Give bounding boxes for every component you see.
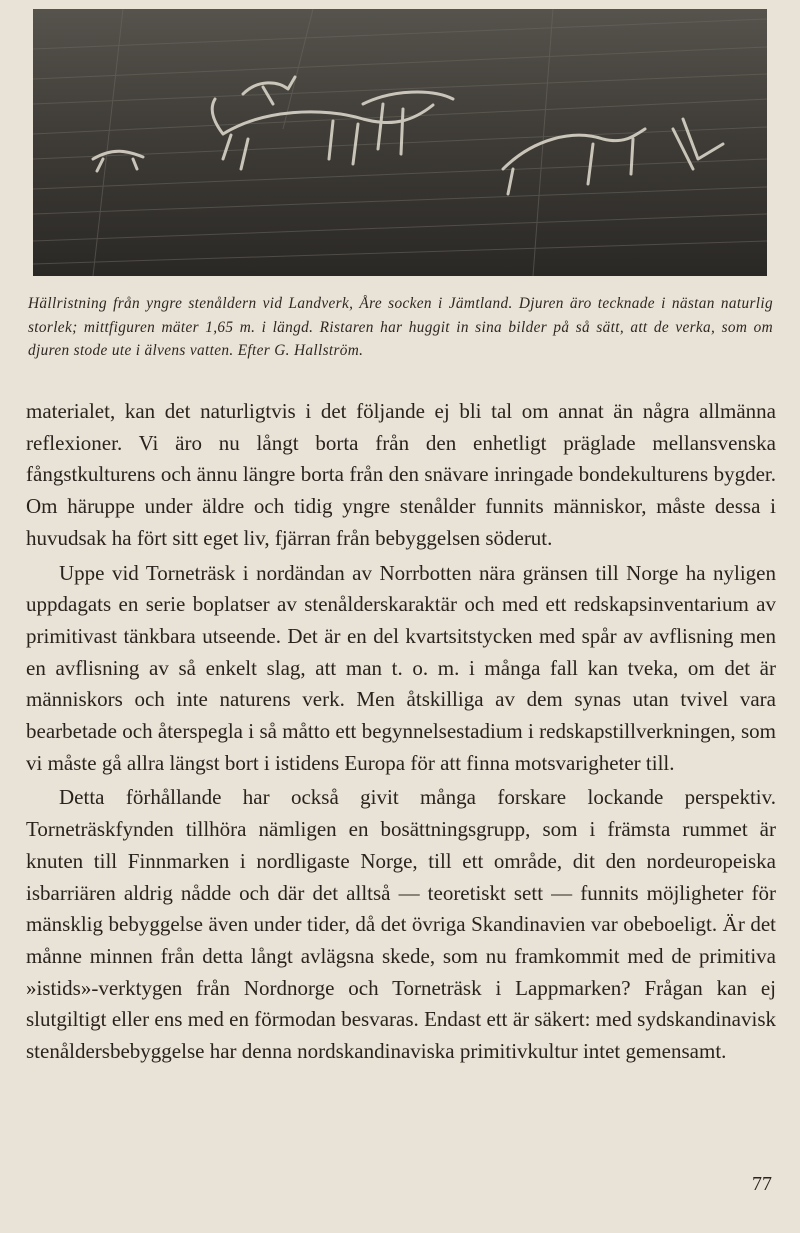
rock-carving-photograph [33, 9, 767, 276]
body-text [26, 396, 776, 1068]
page-number: 77 [752, 1173, 772, 1195]
paragraph: Detta förhållande har också givit många forskare lockande perspektiv. Torneträskfynden tillhöra nämligen en bosättningsgrupp, som i främsta rummet är knuten till Finnmarken i nordligaste Norge, till ett område, dit den nordeuropeiska isbarriären aldrig nådde och där det alltså — teoretiskt sett — funnits möjligheter för mänsklig bebyggelse även under tider, då det övriga Skandinavien var obeboeligt. Är det månne minnen från detta långt avlägsna skede, som nu framkommit med de primitiva »istids»-verktygen från Nordnorge och Torneträsk i Lappmarken? Frågan kan ej slutgiltigt eller ens med en förmodan besvaras. Endast ett är säkert: med sydskandinavisk stenåldersbebyggelse har denna nordskandinaviska primitivkultur intet gemensamt. [26, 785, 776, 1064]
rock-carving-image [33, 9, 767, 276]
figure-caption: Hällristning från yngre stenåldern vid Landverk, Åre socken i Jämtland. Djuren äro tecknade i nästan naturlig storlek; mittfiguren mäter 1,65 m. i längd. Ristaren har huggit in sina bilder på så sätt, att de verka, som om djuren stode ute i älvens vatten. Efter G. Hallström. [28, 295, 773, 359]
paragraph: materialet, kan det naturligtvis i det följande ej bli tal om annat än några allmänna reflexioner. Vi äro nu långt borta från den enhetligt präglade mellansvenska fångstkulturens och ännu längre borta från den snävare inringade bondekulturens bygder. Om häruppe under äldre och tidig yngre stenålder funnits människor, måste dessa i huvudsak ha fört sitt eget liv, fjärran från bebyggelsen söderut. [26, 399, 776, 550]
paragraph: Uppe vid Torneträsk i nordändan av Norrbotten nära gränsen till Norge ha nyligen uppdagats en serie boplatser av stenålderskaraktär och med ett redskapsinventarium av primitivast tänkbara utseende. Det är en del kvartsitstycken med spår av avflisning men en avflisning av så enkelt slag, att man t. o. m. i många fall kan tveka, om det är människors och inte naturens verk. Men åtskilliga av dem synas utan tvivel vara bearbetade och återspegla i så måtto ett begynnelsestadium i redskapstillverkningen, som vi måste gå allra längst bort i istidens Europa för att finna motsvarigheter till. [26, 560, 776, 775]
